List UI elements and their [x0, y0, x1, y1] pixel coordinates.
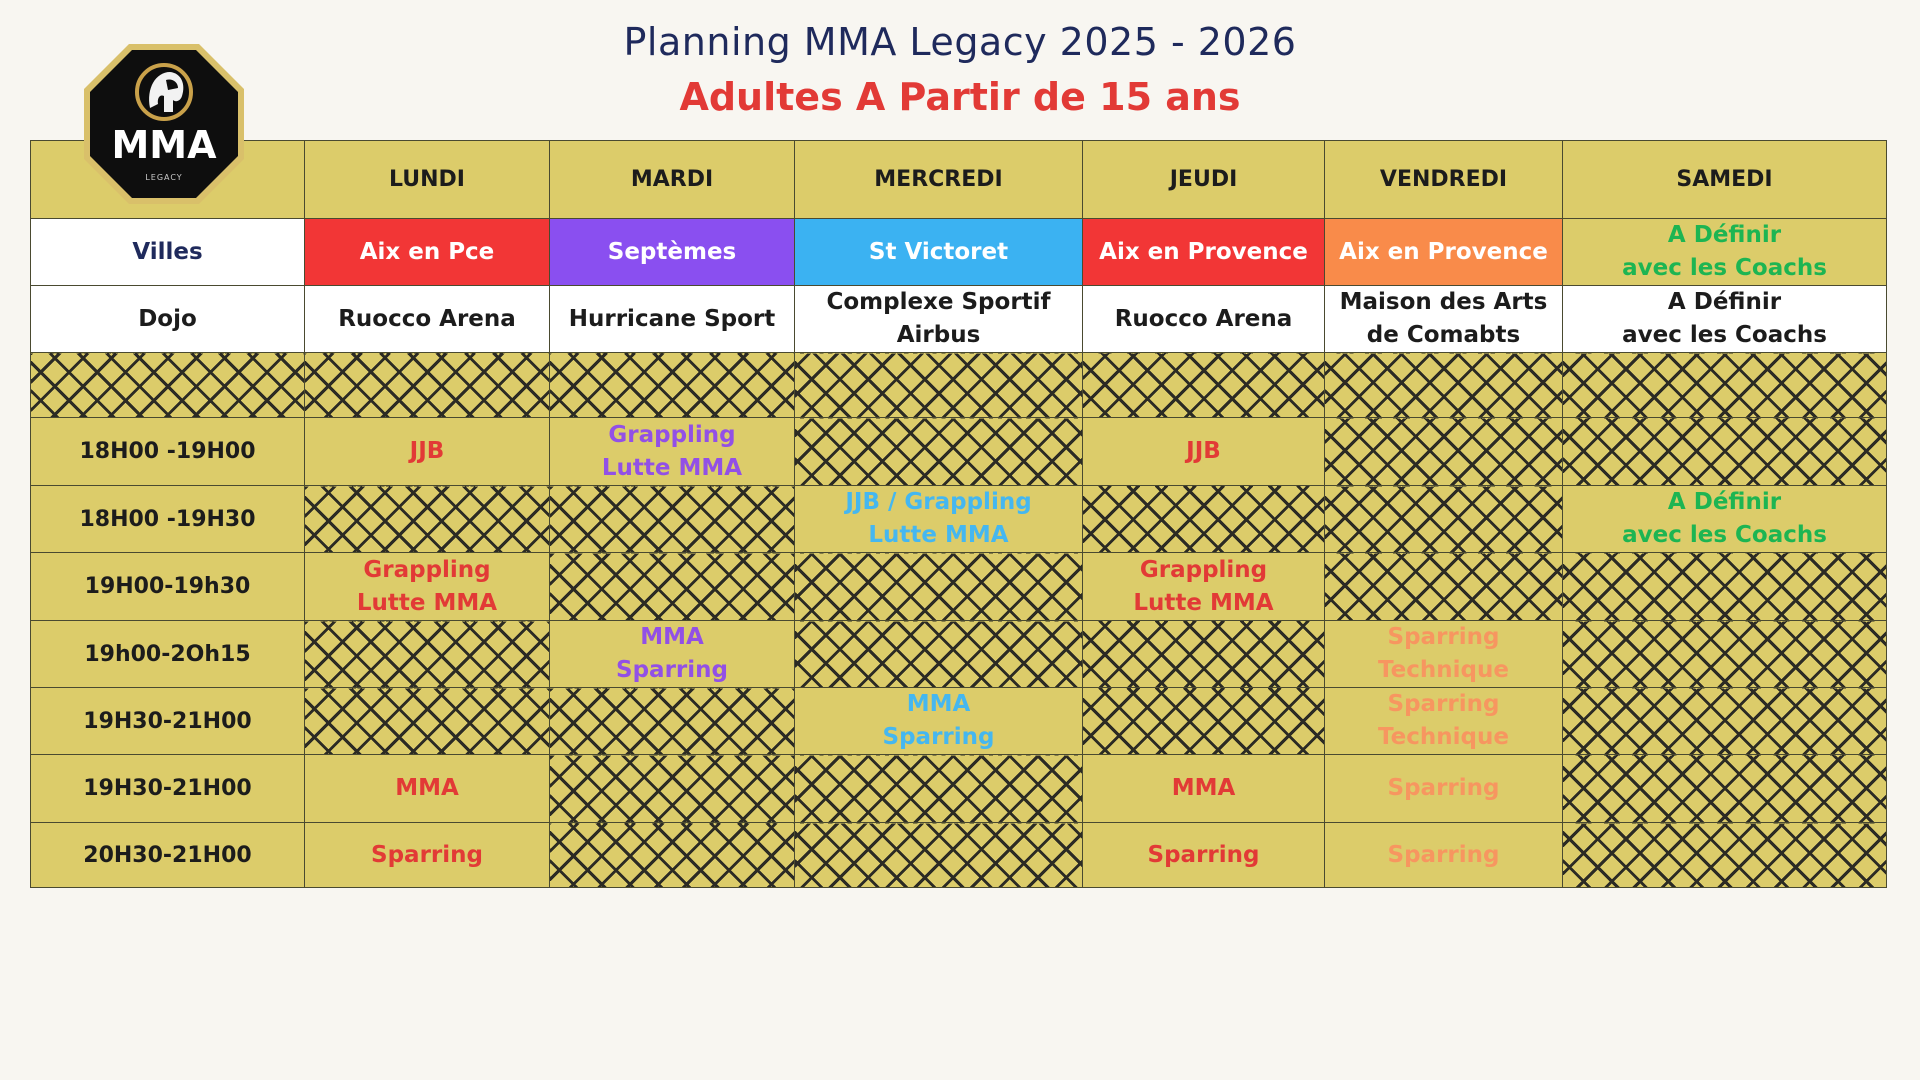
- cell-text-line: JJB: [409, 438, 445, 464]
- day-header-jeudi: JEUDI: [1083, 141, 1325, 219]
- cell-text-line: Lutte MMA: [601, 454, 743, 481]
- schedule-row: [31, 621, 1887, 688]
- empty-fence-cell: [550, 823, 795, 888]
- cell-text-line: Septèmes: [607, 238, 737, 265]
- cell-text-line: Complexe Sportif: [826, 289, 1051, 315]
- cell-text-line: Ruocco Arena: [1114, 305, 1293, 332]
- day-header-lundi: LUNDI: [305, 141, 550, 219]
- villes-row: [31, 219, 1887, 286]
- empty-fence-cell: [1083, 486, 1325, 553]
- empty-fence-cell: [1325, 486, 1563, 553]
- time-slot: 19H30-21H00: [31, 755, 305, 823]
- schedule-table: [30, 140, 1887, 888]
- day-header-samedi: SAMEDI: [1563, 141, 1887, 219]
- cell-text-line: Sparring: [371, 841, 483, 868]
- dojo-row: [31, 286, 1887, 353]
- day-header-row: [31, 141, 1887, 219]
- day-header-vendredi: VENDREDI: [1325, 141, 1563, 219]
- class-cell: [305, 553, 550, 621]
- empty-fence-cell: [550, 688, 795, 755]
- empty-fence-cell: [305, 486, 550, 553]
- city-cell-5: [1563, 219, 1887, 286]
- cell-text-line: A Définir: [1667, 489, 1782, 515]
- empty-fence-cell: [305, 621, 550, 688]
- cell-text-line: Aix en Provence: [1339, 238, 1548, 265]
- empty-fence-cell: [1325, 553, 1563, 621]
- city-cell-0: [305, 219, 550, 286]
- cell-text-line: Lutte MMA: [1133, 589, 1274, 616]
- class-cell: [550, 418, 795, 486]
- cell-text-line: Maison des Arts: [1339, 289, 1548, 315]
- cell-text-line: Sparring: [616, 657, 728, 683]
- empty-fence-cell: [1325, 418, 1563, 486]
- schedule-row: [31, 486, 1887, 553]
- time-slot: 18H00 -19H00: [31, 418, 305, 486]
- fence-cell: [550, 353, 795, 418]
- cell-text-line: MMA: [640, 624, 704, 650]
- cell-text-line: Lutte MMA: [356, 589, 498, 616]
- cell-text-line: MMA: [395, 775, 459, 801]
- class-cell: [1083, 755, 1325, 823]
- empty-fence-cell: [305, 688, 550, 755]
- empty-fence-cell: [1563, 688, 1887, 755]
- cell-text-line: Technique: [1378, 657, 1509, 683]
- cell-text-line: JJB / Grappling: [845, 489, 1032, 515]
- dojo-cell-2: [795, 286, 1083, 353]
- empty-fence-cell: [1563, 755, 1887, 823]
- empty-fence-cell: [795, 621, 1083, 688]
- cell-text-line: Aix en Provence: [1099, 238, 1308, 265]
- dojo-cell-1: [550, 286, 795, 353]
- day-header-mercredi: MERCREDI: [795, 141, 1083, 219]
- schedule-row: [31, 823, 1887, 888]
- dojo-label: Dojo: [31, 286, 305, 353]
- empty-fence-cell: [795, 755, 1083, 823]
- empty-fence-cell: [795, 553, 1083, 621]
- page-title: Planning MMA Legacy 2025 - 2026: [623, 20, 1297, 64]
- cell-text-line: de Comabts: [1366, 322, 1521, 348]
- fence-cell: [1563, 353, 1887, 418]
- cell-text-line: Lutte MMA: [868, 522, 1009, 548]
- logo-small-text: LEGACY: [145, 173, 183, 182]
- cell-text-line: St Victoret: [868, 238, 1009, 265]
- cell-text-line: JJB: [1186, 438, 1221, 464]
- fence-cell: [1325, 353, 1563, 418]
- fence-cell: [305, 353, 550, 418]
- class-cell: [1325, 621, 1563, 688]
- dojo-cell-5: [1563, 286, 1887, 353]
- cell-text-line: Ruocco Arena: [338, 305, 516, 332]
- class-cell: [1325, 755, 1563, 823]
- city-cell-4: [1325, 219, 1563, 286]
- cell-text-line: avec les Coachs: [1622, 255, 1827, 281]
- cell-text-line: Sparring: [882, 724, 995, 750]
- time-slot: 18H00 -19H30: [31, 486, 305, 553]
- cell-text-line: Airbus: [896, 322, 981, 348]
- empty-fence-cell: [1563, 418, 1887, 486]
- empty-fence-cell: [550, 486, 795, 553]
- class-cell: [305, 755, 550, 823]
- fence-cell: [795, 353, 1083, 418]
- day-header-mardi: MARDI: [550, 141, 795, 219]
- class-cell: [1325, 688, 1563, 755]
- empty-fence-cell: [795, 823, 1083, 888]
- class-cell: [795, 486, 1083, 553]
- cell-text-line: A Définir: [1667, 289, 1782, 315]
- fence-cell: [1083, 353, 1325, 418]
- class-cell: [1083, 553, 1325, 621]
- cell-text-line: A Définir: [1667, 222, 1782, 248]
- page-subtitle: Adultes A Partir de 15 ans: [679, 75, 1241, 119]
- dojo-cell-0: [305, 286, 550, 353]
- class-cell: [1083, 823, 1325, 888]
- schedule-row: [31, 755, 1887, 823]
- schedule-row: [31, 553, 1887, 621]
- empty-fence-cell: [1563, 553, 1887, 621]
- dojo-cell-4: [1325, 286, 1563, 353]
- cell-text-line: Technique: [1378, 724, 1509, 750]
- empty-fence-cell: [795, 418, 1083, 486]
- class-cell: [305, 418, 550, 486]
- villes-label: Villes: [31, 219, 305, 286]
- mma-legacy-logo: [80, 40, 248, 208]
- time-slot: 19h00-2Oh15: [31, 621, 305, 688]
- cell-text-line: Aix en Pce: [359, 238, 495, 265]
- fence-separator-row: [31, 353, 1887, 418]
- dojo-cell-3: [1083, 286, 1325, 353]
- class-cell: [1083, 418, 1325, 486]
- class-cell: [1325, 823, 1563, 888]
- empty-fence-cell: [1563, 621, 1887, 688]
- empty-fence-cell: [1083, 621, 1325, 688]
- time-slot: 19H30-21H00: [31, 688, 305, 755]
- cell-text-line: Grappling: [1139, 556, 1268, 583]
- class-cell: [305, 823, 550, 888]
- cell-text-line: avec les Coachs: [1622, 322, 1827, 348]
- cell-text-line: avec les Coachs: [1622, 522, 1827, 548]
- city-cell-2: [795, 219, 1083, 286]
- schedule-row: [31, 418, 1887, 486]
- cell-text-line: Sparring: [1387, 691, 1500, 717]
- fence-cell: [31, 353, 305, 418]
- empty-fence-cell: [1563, 823, 1887, 888]
- logo-text: MMA: [111, 123, 217, 167]
- city-cell-3: [1083, 219, 1325, 286]
- class-cell: [1563, 486, 1887, 553]
- empty-fence-cell: [550, 755, 795, 823]
- cell-text-line: Sparring: [1387, 775, 1500, 801]
- cell-text-line: Hurricane Sport: [568, 305, 776, 332]
- empty-fence-cell: [550, 553, 795, 621]
- cell-text-line: MMA: [906, 691, 971, 717]
- empty-fence-cell: [1083, 688, 1325, 755]
- schedule-row: [31, 688, 1887, 755]
- cell-text-line: Sparring: [1147, 841, 1260, 868]
- class-cell: [795, 688, 1083, 755]
- class-cell: [550, 621, 795, 688]
- cell-text-line: Sparring: [1387, 624, 1500, 650]
- cell-text-line: Grappling: [608, 421, 736, 448]
- cell-text-line: Grappling: [363, 556, 491, 583]
- cell-text-line: Sparring: [1387, 841, 1500, 868]
- time-slot: 20H30-21H00: [31, 823, 305, 888]
- cell-text-line: MMA: [1171, 775, 1236, 801]
- city-cell-1: [550, 219, 795, 286]
- time-slot: 19H00-19h30: [31, 553, 305, 621]
